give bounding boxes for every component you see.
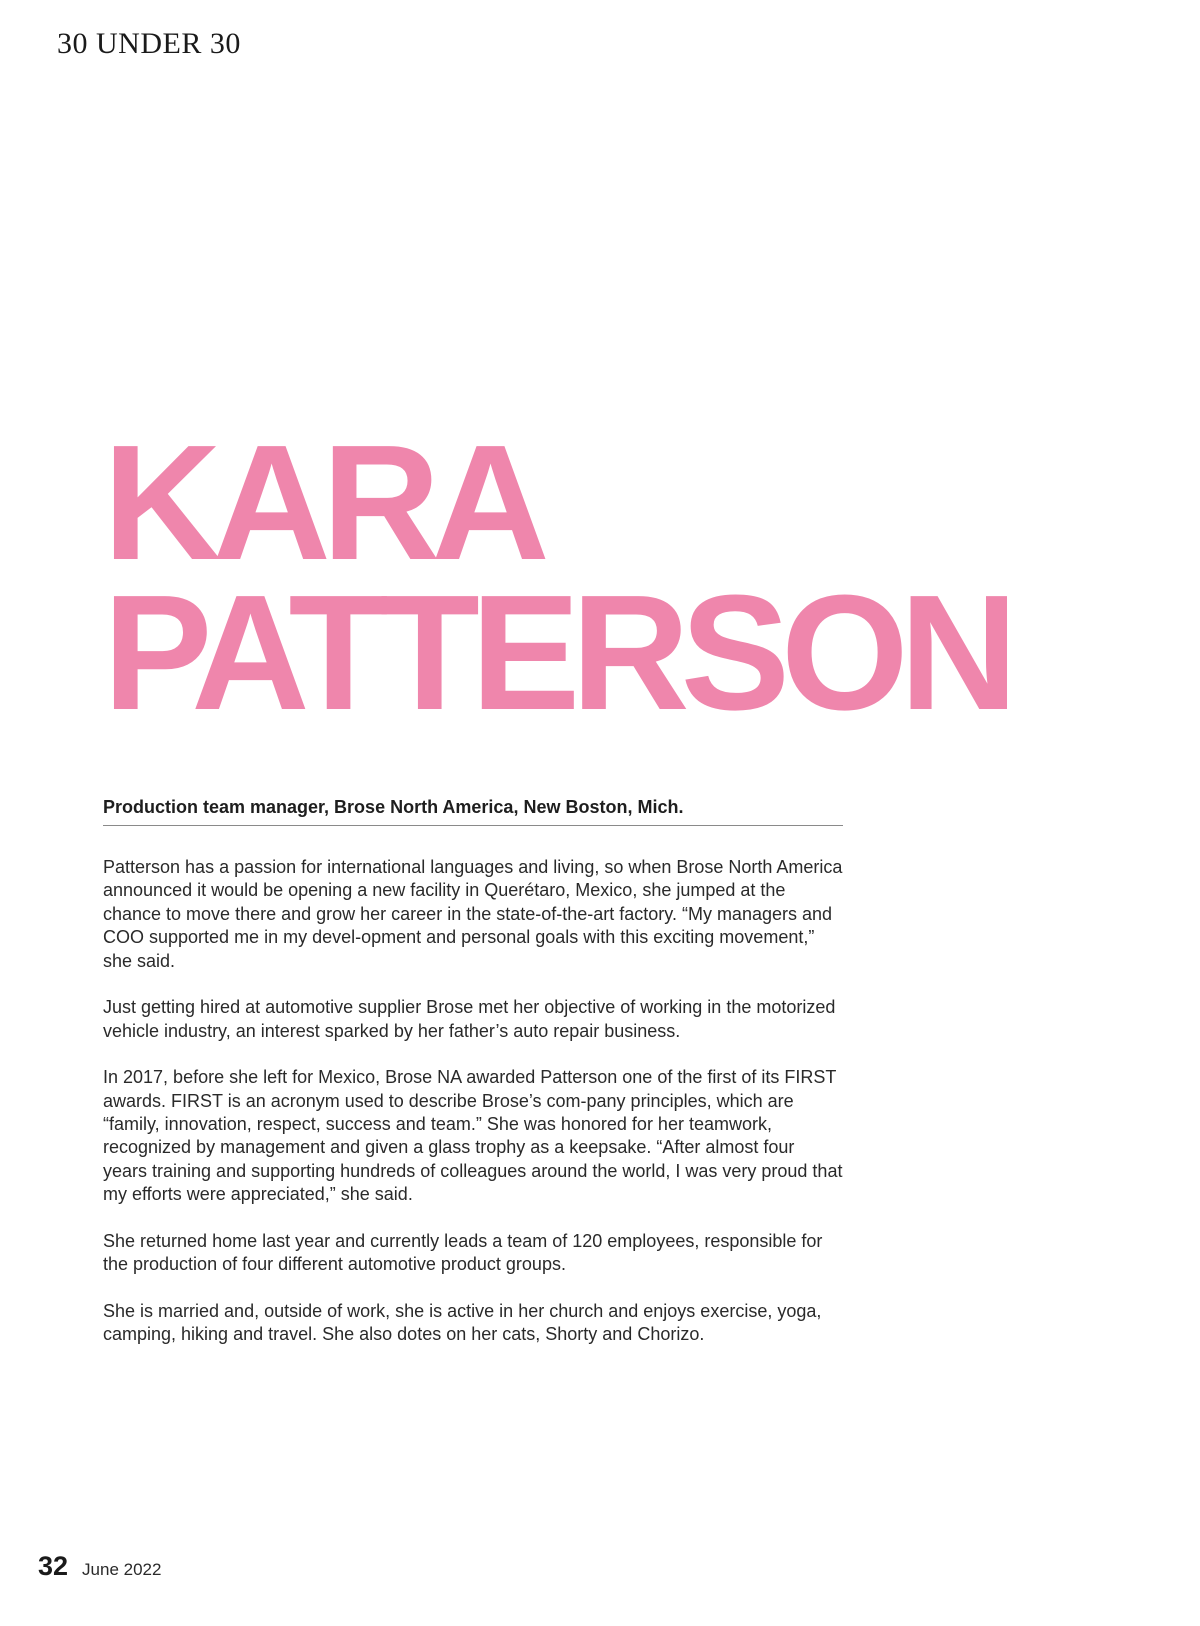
section-label: 30 UNDER 30 xyxy=(57,27,241,60)
profile-name xyxy=(103,411,1010,744)
paragraph: She returned home last year and currently leads a team of 120 employees, responsible for the production of four different automotive product groups. xyxy=(103,1230,823,1275)
article-body xyxy=(103,856,843,1370)
paragraph: Patterson has a passion for international languages and living, so when Brose North America announced it would be opening a new facility in Querétaro, Mexico, she jumped at the chance to move there and grow her career in the state-of-the-art factory. “My managers and COO supported me in my devel-opment and personal goals with this exciting movement,” she said. xyxy=(103,857,843,971)
issue-date: June 2022 xyxy=(82,1560,162,1579)
name-first: KARA xyxy=(103,411,541,594)
paragraph: In 2017, before she left for Mexico, Brose NA awarded Patterson one of the first of its FIRST awards. FIRST is an acronym used to describe Brose’s com-pany principles, which are “family, innovation, respect, success and team.” She was honored for her teamwork, recognized by management and given a glass trophy as a keepsake. “After almost four years training and supporting hundreds of colleagues around the world, I was very proud that my efforts were appreciated,” she said. xyxy=(103,1067,843,1205)
name-last: PATTERSON xyxy=(103,561,1010,744)
paragraph: She is married and, outside of work, she is active in her church and enjoys exercise, yoga, camping, hiking and travel. She also dotes on her cats, Shorty and Chorizo. xyxy=(103,1300,822,1345)
page-number: 32 xyxy=(38,1551,69,1581)
job-title: Production team manager, Brose North America, New Boston, Mich. xyxy=(103,796,843,826)
page-footer xyxy=(38,1553,161,1580)
paragraph: Just getting hired at automotive supplier Brose met her objective of working in the motorized vehicle industry, an interest sparked by her father’s auto repair business. xyxy=(103,997,836,1041)
